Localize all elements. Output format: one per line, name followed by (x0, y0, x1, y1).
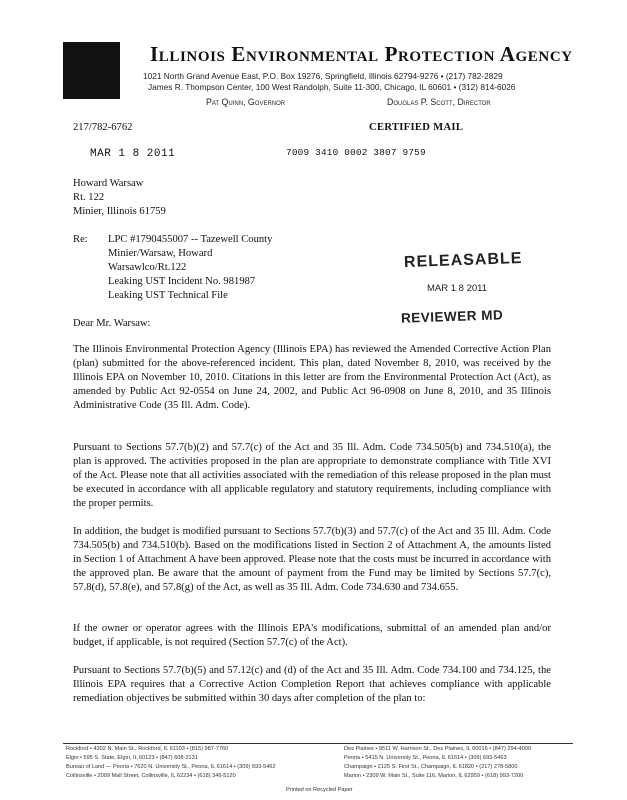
re-line: LPC #1790455007 -- Tazewell County (108, 234, 273, 245)
re-line: Minier/Warsaw, Howard (108, 248, 213, 259)
agency-name: Illinois Environmental Protection Agency (150, 42, 573, 66)
footer-office: Collinsville • 2009 Mall Street, Collinsville, IL 62234 • (618) 346-5120 (66, 773, 236, 779)
governor-name: Pat Quinn, Governor (206, 97, 286, 107)
body-paragraph: In addition, the budget is modified pursuant to Sections 57.7(b)(3) and 57.7(c) of the Act and 35 Ill. Adm. Code 734.505(b) and 734.510(b). Based on the modifications listed in Section 2 of Attachment A, the amounts listed in Section 1 of Attachment A have been approved. Please note that the costs must be incurred in accordance with the approved plan. Be aware that the amount of payment from the Fund may be limited by Sections 57.7(c), 57.8(d), 57.8(e), and 57.8(g) of the Act, as well as 35 Ill. Adm. Code 734.630 and 734.655. (73, 526, 551, 593)
recipient-route: Rt. 122 (73, 192, 105, 203)
mail-type: CERTIFIED MAIL (369, 122, 464, 133)
re-line: Leaking UST Technical File (108, 290, 228, 301)
body-paragraph: The Illinois Environmental Protection Agency (Illinois EPA) has reviewed the Amended Corrective Action Plan (plan) submitted for the above-referenced incident. This plan, dated November 8, 2010, was received by the Illinois EPA on November 10, 2010. Citations in this letter are from the Environmental Protection Act (Act), as amended by Public Act 92-0554 on June 24, 2002, and Public Act 96-0908 on June 8, 2010, and 35 Illinois Administrative Code (35 Ill. Adm. Code). (73, 344, 551, 411)
footer-office: Des Plaines • 9511 W. Harrison St., Des Plaines, IL 60016 • (847) 294-4000 (344, 746, 532, 752)
re-line: Leaking UST Incident No. 981987 (108, 276, 256, 287)
director-name: Douglas P. Scott, Director (387, 97, 491, 107)
address-chicago: James R. Thompson Center, 100 West Randolph, Suite 11-300, Chicago, IL 60601 • (312) 814-6026 (148, 82, 516, 92)
agency-logo (63, 42, 120, 99)
releasable-stamp: RELEASABLE (403, 249, 523, 272)
salutation: Dear Mr. Warsaw: (73, 318, 151, 329)
recipient-city: Minier, Illinois 61759 (73, 206, 166, 217)
phone-number: 217/782-6762 (73, 122, 133, 133)
footer-office: Champaign • 2125 S. First St., Champaign, IL 61820 • (217) 278-5800 (344, 764, 518, 770)
certified-mail-number: 7009 3410 0002 3807 9759 (286, 147, 426, 158)
footer-office: Peoria • 5415 N. University St., Peoria, IL 61614 • (309) 693-5463 (344, 755, 507, 761)
footer-office: Marion • 2309 W. Main St., Suite 116, Marion, IL 62959 • (618) 993-7200 (344, 773, 524, 779)
footer-office: Elgin • 595 S. State, Elgin, IL 60123 • (847) 608-3131 (66, 755, 198, 761)
address-springfield: 1021 North Grand Avenue East, P.O. Box 19276, Springfield, Illinois 62794-9276 • (217) 782-2829 (143, 71, 503, 81)
recycled-paper-note: Printed on Recycled Paper (286, 787, 353, 793)
recipient-name: Howard Warsaw (73, 178, 144, 189)
re-line: Warsawlco/Rt.122 (108, 262, 187, 273)
stamp-date: MAR 1 8 2011 (427, 283, 488, 294)
body-paragraph: Pursuant to Sections 57.7(b)(5) and 57.12(c) and (d) of the Act and 35 Ill. Adm. Code 734.100 and 734.125, the Illinois EPA requires that a Corrective Action Completion Report that achieves compliance with applicable remediation objectives be submitted within 30 days after completion of the plan to: (73, 665, 551, 704)
body-paragraph: If the owner or operator agrees with the Illinois EPA's modifications, submittal of an amended plan and/or budget, if applicable, is not required (Section 57.7(c) of the Act). (73, 623, 551, 648)
footer-divider (63, 743, 573, 744)
footer-office: Bureau of Land — Peoria • 7620 N. University St., Peoria, IL 61614 • (309) 693-5462 (66, 764, 276, 770)
re-label: Re: (73, 234, 88, 245)
letter-date: MAR 1 8 2011 (90, 148, 176, 160)
body-paragraph: Pursuant to Sections 57.7(b)(2) and 57.7(c) of the Act and 35 Ill. Adm. Code 734.505(b) and 734.510(a), the plan is approved. The activities proposed in the plan are appropriate to demonstrate compliance with Title XVI of the Act. Please note that all activities associated with the remediation of this release proposed in the plan must be executed in accordance with all applicable regulatory and statutory requirements, including compliance with the proper permits. (73, 442, 551, 509)
footer-office: Rockford • 4302 N. Main St., Rockford, IL 61103 • (815) 987-7760 (66, 746, 229, 752)
reviewer-stamp: REVIEWER MD (400, 307, 504, 326)
